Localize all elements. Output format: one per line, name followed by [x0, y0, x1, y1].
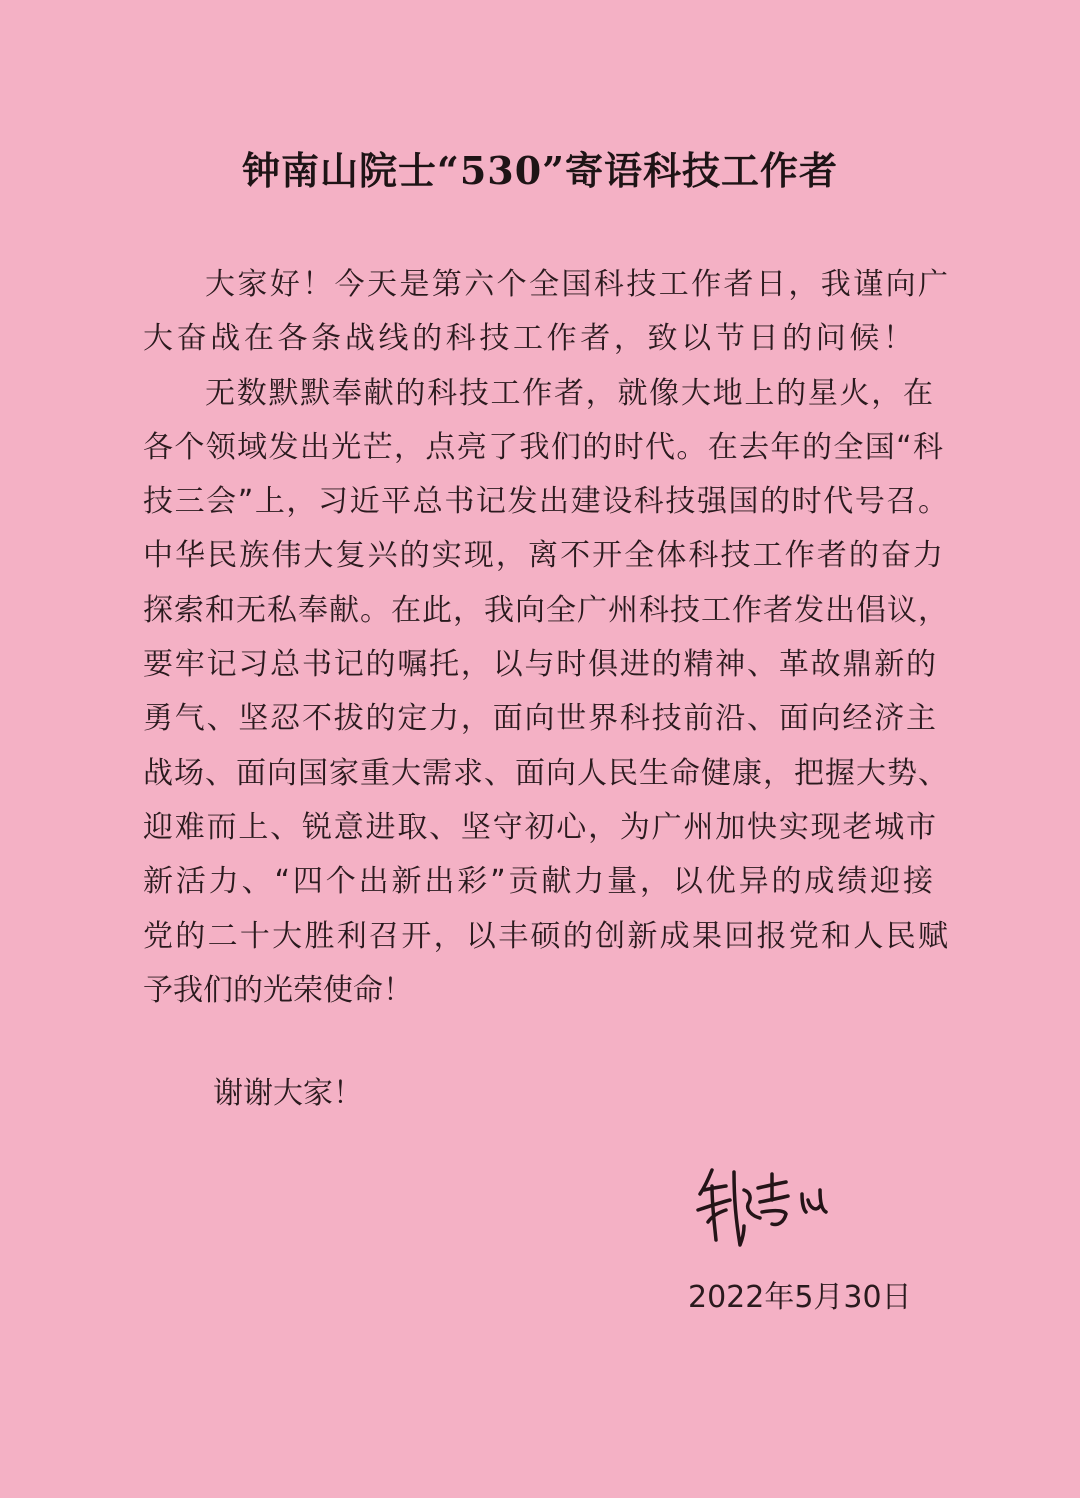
- text-line: 予我们的光荣使命！: [143, 972, 413, 1008]
- text-line: 新活力、“四个出新出彩”贡献力量，以优异的成绩迎接: [143, 864, 933, 900]
- text-line: 中华民族伟大复兴的实现，离不开全体科技工作者的奋力: [143, 538, 943, 574]
- closing-text: 谢谢大家！: [213, 1076, 363, 1111]
- text-line: 无数默默奉献的科技工作者，就像大地上的星火，在: [205, 375, 933, 411]
- text-line: 大奋战在各条战线的科技工作者，致以节日的问候！: [143, 321, 913, 357]
- text-line: 各个领域发出光芒，点亮了我们的时代。在去年的全国“科: [143, 429, 943, 465]
- text-line: 技三会”上，习近平总书记发出建设科技强国的时代号召。: [143, 484, 948, 520]
- letter-date: 2022年5月30日: [688, 1280, 912, 1315]
- signature-image: [690, 1160, 860, 1250]
- text-line: 党的二十大胜利召开，以丰硕的创新成果回报党和人民赋: [143, 918, 948, 954]
- letter-body: [143, 258, 948, 1018]
- text-line: 要牢记习总书记的嘱托，以与时俱进的精神、革故鼎新的: [143, 647, 936, 683]
- letter-title: 钟南山院士“530”寄语科技工作者: [241, 148, 839, 193]
- text-line: 探索和无私奉献。在此，我向全广州科技工作者发出倡议，: [143, 592, 948, 628]
- text-line: 大家好！今天是第六个全国科技工作者日，我谨向广: [205, 267, 948, 302]
- text-line: 勇气、坚忍不拔的定力，面向世界科技前沿、面向经济主: [143, 701, 936, 737]
- text-line: 战场、面向国家重大需求、面向人民生命健康，把握大势、: [143, 755, 948, 791]
- text-line: 迎难而上、锐意进取、坚守初心，为广州加快实现老城市: [143, 809, 936, 845]
